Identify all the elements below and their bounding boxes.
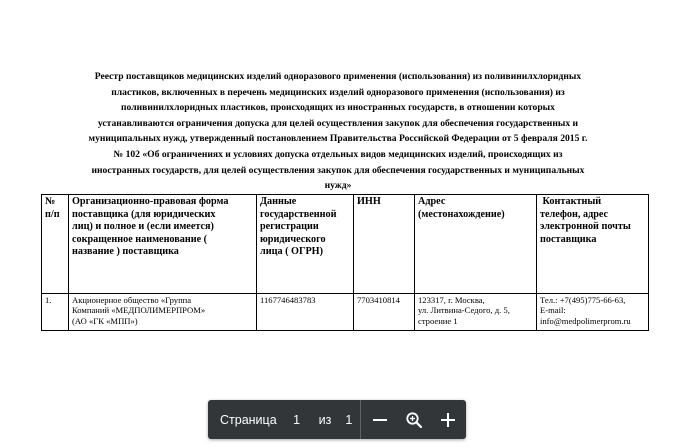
table-row — [42, 294, 649, 331]
cell-address: 123317, г. Москва, ул. Литвина-Седого, д. 5, строение 1 — [415, 294, 537, 331]
toolbar-divider — [360, 400, 361, 439]
document-title — [44, 69, 632, 194]
cell-contacts: Тел.: +7(495)775-66-63, E-mail: info@medpolimerprom.ru — [537, 294, 649, 331]
title-line: Реестр поставщиков медицинских изделий одноразового применения (использования) из поливинилхлоридных — [94, 71, 582, 82]
title-line: муниципальных нужд, утвержденный постановлением Правительства Российской Федерации от 5 февраля 2015 г. — [88, 133, 588, 145]
page-number-input[interactable]: 1 — [293, 412, 301, 427]
cell-number: 1. — [42, 294, 69, 331]
pdf-viewer-toolbar — [208, 400, 466, 439]
page-label: Страница — [220, 412, 277, 427]
header-contacts: Контактный телефон, адрес электронной почты поставщика — [537, 195, 649, 294]
title-line: поливинилхлоридных пластиков, происходящих из иностранных государств, в отношении которых — [121, 102, 555, 114]
minus-icon — [372, 412, 388, 428]
cell-ogrn: 1167746483783 — [257, 294, 354, 331]
cell-inn: 7703410814 — [354, 294, 415, 331]
title-line: № 102 «Об ограничениях и условиях допуска отдельных видов медицинских изделий, происходящих из — [113, 148, 563, 160]
zoom-out-button[interactable] — [366, 406, 394, 434]
title-line: устанавливаются ограничения допуска для целей осуществления закупок для обеспечения государственных и — [97, 117, 579, 129]
zoom-in-button[interactable] — [434, 406, 462, 434]
magnifier-icon — [405, 411, 423, 429]
header-address: Адрес (местонахождение) — [415, 195, 537, 294]
cell-supplier-name: Акционерное общество «Группа Компаний «МЕДПОЛИМЕРПРОМ» (АО «ГК «МПП») — [69, 294, 257, 331]
title-line: иностранных государств, для целей осуществления закупок для обеспечения государственных и муниципальных — [91, 164, 585, 176]
total-pages: 1 — [345, 412, 353, 427]
header-supplier-name: Организационно-правовая форма поставщика (для юридических лиц) и полное и (если имеется) сокращенное наименование ( название ) поставщика — [69, 195, 257, 294]
title-line: нужд» — [324, 180, 352, 192]
header-ogrn: Данные государственной регистрации юридического лица ( ОГРН) — [257, 195, 354, 294]
title-line: пластиков, включенных в перечень медицинских изделий одноразового применения (использования) из — [111, 86, 565, 98]
supplier-registry-table — [41, 194, 649, 331]
header-inn: ИНН — [354, 195, 415, 294]
header-number: № п/п — [42, 195, 69, 294]
of-label: из — [318, 412, 332, 427]
zoom-reset-button[interactable] — [400, 406, 428, 434]
table-header-row — [42, 195, 649, 294]
plus-icon — [440, 412, 456, 428]
